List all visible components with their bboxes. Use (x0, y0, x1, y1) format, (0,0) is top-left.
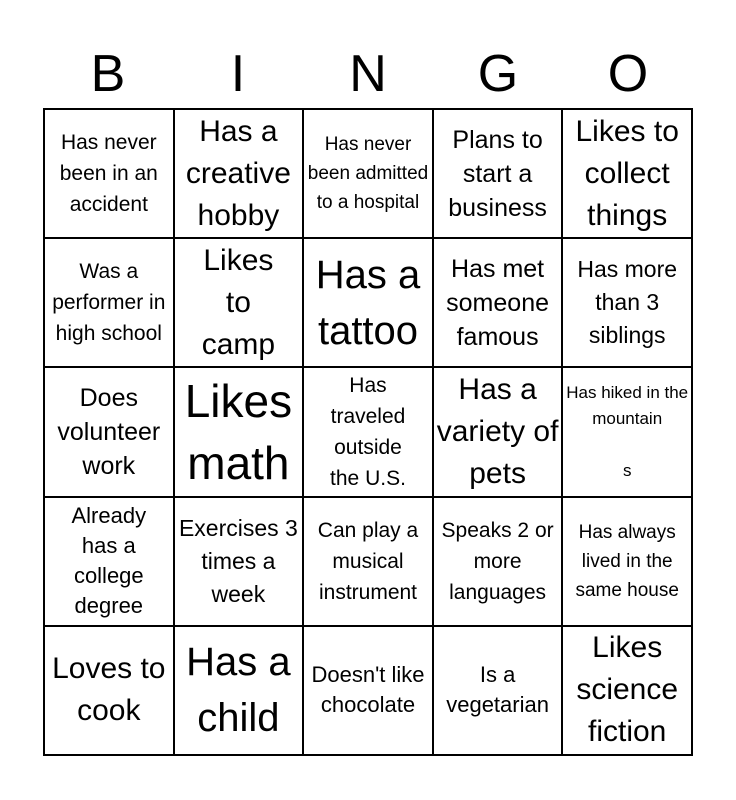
bingo-cell[interactable] (174, 238, 304, 367)
cell-text: Already has a college degree (71, 503, 147, 619)
header-letter-o: O (607, 45, 649, 103)
bingo-cell[interactable] (433, 497, 563, 626)
bingo-cell[interactable] (303, 497, 433, 626)
cell-text: Doesn't like chocolate (311, 662, 425, 718)
cell-text: Likes to collect things (575, 114, 679, 232)
cell-text: Loves to cook (52, 652, 166, 728)
bingo-cell[interactable] (44, 626, 174, 755)
bingo-header (43, 40, 693, 108)
cell-text: Does volunteer work (57, 383, 161, 480)
cell-text: Likes to camp (201, 243, 276, 361)
header-letter-i: I (230, 45, 246, 103)
bingo-cell[interactable] (562, 497, 692, 626)
cell-text: Has met someone famous (446, 254, 550, 351)
bingo-card (43, 108, 693, 756)
cell-text: Has a variety of pets (436, 372, 559, 490)
header-letter-g: G (477, 45, 519, 103)
cell-text: Has a child (186, 640, 291, 741)
cell-text: Speaks 2 or more languages (441, 518, 554, 604)
bingo-cell[interactable] (562, 238, 692, 367)
cell-text: Likes math (184, 374, 293, 489)
cell-text: Is a vegetarian (446, 662, 549, 718)
bingo-cell[interactable] (433, 367, 563, 496)
bingo-cell[interactable] (303, 626, 433, 755)
bingo-cell[interactable] (174, 626, 304, 755)
bingo-cell[interactable] (303, 367, 433, 496)
bingo-cell[interactable] (174, 497, 304, 626)
cell-text: Has a creative hobby (185, 114, 291, 232)
cell-text: Has never been in an accident (59, 131, 158, 217)
bingo-cell[interactable] (174, 109, 304, 238)
cell-text: Likes science fiction (576, 631, 679, 749)
cell-text: Has a tattoo (315, 252, 421, 353)
bingo-cell[interactable] (433, 626, 563, 755)
bingo-cell[interactable] (303, 238, 433, 367)
cell-text: Has traveled outside the U.S. (330, 373, 406, 490)
cell-text: Has never been admitted to a hospital (307, 134, 429, 214)
bingo-cell[interactable] (303, 109, 433, 238)
header-letter-b: B (90, 45, 126, 103)
bingo-cell[interactable] (562, 367, 692, 496)
bingo-cell[interactable] (562, 626, 692, 755)
cell-text: Can play a musical instrument (317, 518, 419, 604)
cell-text: Exercises 3 times a week (178, 514, 298, 607)
bingo-cell[interactable] (44, 497, 174, 626)
header-letter-n: N (349, 45, 387, 103)
bingo-cell[interactable] (433, 109, 563, 238)
cell-text: Has more than 3 siblings (577, 256, 678, 349)
bingo-cell[interactable] (174, 367, 304, 496)
cell-text: Has hiked in the mountain s (566, 382, 689, 480)
cell-text: Plans to start a business (448, 125, 547, 222)
bingo-cell[interactable] (44, 238, 174, 367)
bingo-cell[interactable] (44, 367, 174, 496)
bingo-cell[interactable] (433, 238, 563, 367)
cell-text: Was a performer in high school (52, 260, 166, 346)
cell-text: Has always lived in the same house (575, 521, 679, 601)
bingo-cell[interactable] (44, 109, 174, 238)
bingo-cell[interactable] (562, 109, 692, 238)
